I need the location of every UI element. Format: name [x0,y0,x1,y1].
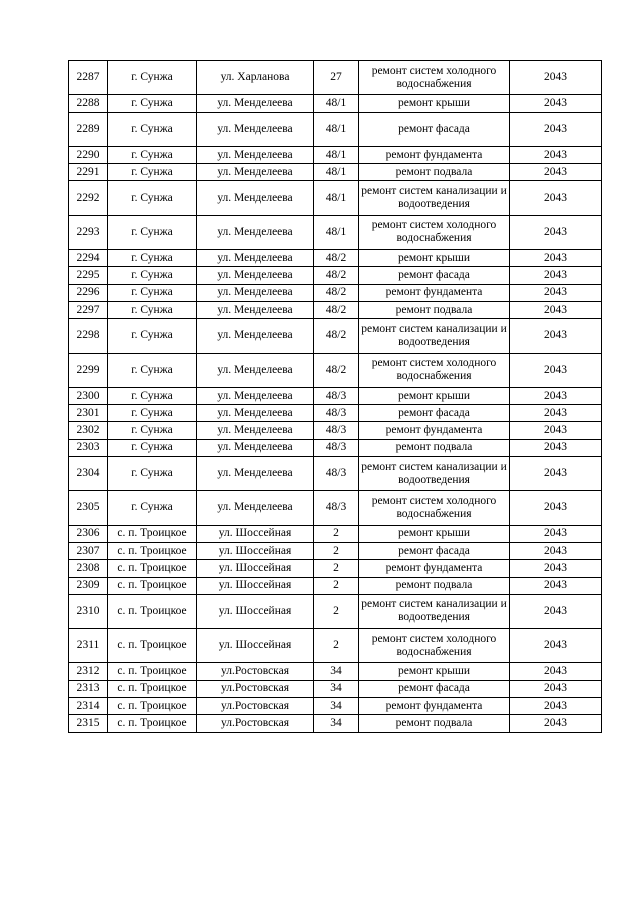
work-type-cell: ремонт фасада [359,542,510,559]
house-number-cell: 48/3 [314,457,359,491]
year-cell: 2043 [510,715,602,732]
settlement-cell: с. п. Троицкое [108,680,197,697]
work-type-cell: ремонт фундамента [359,698,510,715]
year-cell: 2043 [510,284,602,301]
row-number-cell: 2311 [69,629,108,663]
row-number-cell: 2305 [69,491,108,525]
work-type-cell: ремонт систем холодного водоснабжения [359,491,510,525]
work-type-cell: ремонт систем холодного водоснабжения [359,353,510,387]
table-row [69,439,602,456]
table-row [69,698,602,715]
year-cell: 2043 [510,95,602,112]
street-cell: ул. Менделеева [197,267,314,284]
street-cell: ул. Менделеева [197,387,314,404]
house-number-cell: 48/3 [314,387,359,404]
settlement-cell: г. Сунжа [108,301,197,318]
street-cell: ул. Шоссейная [197,594,314,628]
street-cell: ул. Менделеева [197,181,314,215]
work-type-cell: ремонт крыши [359,525,510,542]
table-row [69,164,602,181]
settlement-cell: г. Сунжа [108,146,197,163]
table-row [69,491,602,525]
house-number-cell: 27 [314,61,359,95]
work-type-cell: ремонт систем холодного водоснабжения [359,61,510,95]
house-number-cell: 48/2 [314,267,359,284]
street-cell: ул. Менделеева [197,439,314,456]
street-cell: ул. Менделеева [197,215,314,249]
work-type-cell: ремонт подвала [359,715,510,732]
year-cell: 2043 [510,629,602,663]
row-number-cell: 2297 [69,301,108,318]
year-cell: 2043 [510,542,602,559]
house-number-cell: 2 [314,560,359,577]
row-number-cell: 2315 [69,715,108,732]
house-number-cell: 48/1 [314,146,359,163]
settlement-cell: с. п. Троицкое [108,577,197,594]
house-number-cell: 34 [314,663,359,680]
work-type-cell: ремонт фасада [359,267,510,284]
year-cell: 2043 [510,301,602,318]
table-row [69,301,602,318]
street-cell: ул. Менделеева [197,146,314,163]
street-cell: ул.Ростовская [197,698,314,715]
year-cell: 2043 [510,698,602,715]
settlement-cell: г. Сунжа [108,284,197,301]
work-type-cell: ремонт систем канализации и водоотведения [359,594,510,628]
work-type-cell: ремонт систем канализации и водоотведения [359,457,510,491]
work-type-cell: ремонт фундамента [359,284,510,301]
settlement-cell: с. п. Троицкое [108,594,197,628]
work-type-cell: ремонт систем канализации и водоотведения [359,319,510,353]
street-cell: ул. Менделеева [197,422,314,439]
work-type-cell: ремонт фундамента [359,146,510,163]
table-row [69,525,602,542]
row-number-cell: 2289 [69,112,108,146]
year-cell: 2043 [510,250,602,267]
repair-schedule-table [68,60,602,733]
street-cell: ул. Менделеева [197,353,314,387]
house-number-cell: 34 [314,715,359,732]
house-number-cell: 48/2 [314,250,359,267]
row-number-cell: 2314 [69,698,108,715]
street-cell: ул. Шоссейная [197,629,314,663]
row-number-cell: 2291 [69,164,108,181]
row-number-cell: 2307 [69,542,108,559]
house-number-cell: 48/2 [314,301,359,318]
house-number-cell: 2 [314,629,359,663]
table-row [69,95,602,112]
house-number-cell: 48/3 [314,439,359,456]
year-cell: 2043 [510,319,602,353]
settlement-cell: г. Сунжа [108,181,197,215]
settlement-cell: с. п. Троицкое [108,525,197,542]
year-cell: 2043 [510,457,602,491]
settlement-cell: г. Сунжа [108,319,197,353]
table-row [69,457,602,491]
street-cell: ул. Шоссейная [197,560,314,577]
street-cell: ул. Менделеева [197,284,314,301]
house-number-cell: 48/3 [314,422,359,439]
house-number-cell: 48/1 [314,181,359,215]
year-cell: 2043 [510,491,602,525]
street-cell: ул. Менделеева [197,457,314,491]
row-number-cell: 2296 [69,284,108,301]
settlement-cell: с. п. Троицкое [108,663,197,680]
year-cell: 2043 [510,181,602,215]
settlement-cell: с. п. Троицкое [108,560,197,577]
year-cell: 2043 [510,525,602,542]
settlement-cell: с. п. Троицкое [108,542,197,559]
street-cell: ул. Менделеева [197,319,314,353]
table-row [69,146,602,163]
table-row [69,319,602,353]
street-cell: ул.Ростовская [197,680,314,697]
street-cell: ул. Менделеева [197,301,314,318]
house-number-cell: 2 [314,594,359,628]
street-cell: ул. Менделеева [197,250,314,267]
year-cell: 2043 [510,112,602,146]
table-row [69,387,602,404]
settlement-cell: г. Сунжа [108,457,197,491]
street-cell: ул. Шоссейная [197,542,314,559]
work-type-cell: ремонт систем холодного водоснабжения [359,629,510,663]
settlement-cell: г. Сунжа [108,61,197,95]
row-number-cell: 2313 [69,680,108,697]
settlement-cell: с. п. Троицкое [108,698,197,715]
settlement-cell: г. Сунжа [108,422,197,439]
table-row [69,560,602,577]
table-row [69,112,602,146]
year-cell: 2043 [510,422,602,439]
row-number-cell: 2290 [69,146,108,163]
settlement-cell: г. Сунжа [108,95,197,112]
row-number-cell: 2308 [69,560,108,577]
house-number-cell: 2 [314,542,359,559]
house-number-cell: 48/2 [314,319,359,353]
year-cell: 2043 [510,267,602,284]
table-row [69,181,602,215]
house-number-cell: 48/3 [314,491,359,525]
year-cell: 2043 [510,164,602,181]
table-row [69,284,602,301]
settlement-cell: с. п. Троицкое [108,629,197,663]
table-row [69,215,602,249]
row-number-cell: 2300 [69,387,108,404]
table-row [69,353,602,387]
row-number-cell: 2309 [69,577,108,594]
street-cell: ул. Харланова [197,61,314,95]
settlement-cell: г. Сунжа [108,112,197,146]
street-cell: ул. Шоссейная [197,577,314,594]
row-number-cell: 2293 [69,215,108,249]
row-number-cell: 2294 [69,250,108,267]
house-number-cell: 48/1 [314,164,359,181]
table-row [69,715,602,732]
house-number-cell: 48/1 [314,112,359,146]
table-body [69,61,602,733]
work-type-cell: ремонт фасада [359,680,510,697]
settlement-cell: г. Сунжа [108,164,197,181]
work-type-cell: ремонт подвала [359,301,510,318]
settlement-cell: г. Сунжа [108,215,197,249]
house-number-cell: 48/2 [314,353,359,387]
table-row [69,267,602,284]
row-number-cell: 2295 [69,267,108,284]
table-row [69,680,602,697]
table-row [69,629,602,663]
year-cell: 2043 [510,439,602,456]
street-cell: ул. Менделеева [197,164,314,181]
street-cell: ул. Менделеева [197,95,314,112]
work-type-cell: ремонт фундамента [359,422,510,439]
year-cell: 2043 [510,663,602,680]
work-type-cell: ремонт фасада [359,405,510,422]
settlement-cell: с. п. Троицкое [108,715,197,732]
work-type-cell: ремонт фасада [359,112,510,146]
row-number-cell: 2301 [69,405,108,422]
settlement-cell: г. Сунжа [108,250,197,267]
year-cell: 2043 [510,560,602,577]
year-cell: 2043 [510,405,602,422]
row-number-cell: 2299 [69,353,108,387]
settlement-cell: г. Сунжа [108,353,197,387]
table-row [69,594,602,628]
table-row [69,405,602,422]
settlement-cell: г. Сунжа [108,405,197,422]
work-type-cell: ремонт систем канализации и водоотведения [359,181,510,215]
work-type-cell: ремонт крыши [359,95,510,112]
house-number-cell: 34 [314,680,359,697]
street-cell: ул. Менделеева [197,405,314,422]
row-number-cell: 2303 [69,439,108,456]
settlement-cell: г. Сунжа [108,491,197,525]
year-cell: 2043 [510,146,602,163]
table-row [69,61,602,95]
row-number-cell: 2304 [69,457,108,491]
table-row [69,577,602,594]
year-cell: 2043 [510,61,602,95]
house-number-cell: 2 [314,577,359,594]
work-type-cell: ремонт подвала [359,577,510,594]
work-type-cell: ремонт крыши [359,663,510,680]
row-number-cell: 2287 [69,61,108,95]
settlement-cell: г. Сунжа [108,439,197,456]
row-number-cell: 2312 [69,663,108,680]
work-type-cell: ремонт систем холодного водоснабжения [359,215,510,249]
house-number-cell: 48/1 [314,95,359,112]
year-cell: 2043 [510,594,602,628]
house-number-cell: 48/3 [314,405,359,422]
year-cell: 2043 [510,215,602,249]
table-row [69,663,602,680]
table-row [69,422,602,439]
row-number-cell: 2310 [69,594,108,628]
table-row [69,542,602,559]
row-number-cell: 2288 [69,95,108,112]
row-number-cell: 2292 [69,181,108,215]
work-type-cell: ремонт крыши [359,250,510,267]
year-cell: 2043 [510,577,602,594]
row-number-cell: 2302 [69,422,108,439]
settlement-cell: г. Сунжа [108,267,197,284]
house-number-cell: 34 [314,698,359,715]
settlement-cell: г. Сунжа [108,387,197,404]
street-cell: ул. Шоссейная [197,525,314,542]
year-cell: 2043 [510,680,602,697]
street-cell: ул. Менделеева [197,112,314,146]
work-type-cell: ремонт крыши [359,387,510,404]
street-cell: ул. Менделеева [197,491,314,525]
street-cell: ул.Ростовская [197,663,314,680]
house-number-cell: 48/1 [314,215,359,249]
year-cell: 2043 [510,387,602,404]
table-row [69,250,602,267]
row-number-cell: 2306 [69,525,108,542]
house-number-cell: 48/2 [314,284,359,301]
work-type-cell: ремонт подвала [359,439,510,456]
street-cell: ул.Ростовская [197,715,314,732]
work-type-cell: ремонт подвала [359,164,510,181]
work-type-cell: ремонт фундамента [359,560,510,577]
year-cell: 2043 [510,353,602,387]
row-number-cell: 2298 [69,319,108,353]
house-number-cell: 2 [314,525,359,542]
